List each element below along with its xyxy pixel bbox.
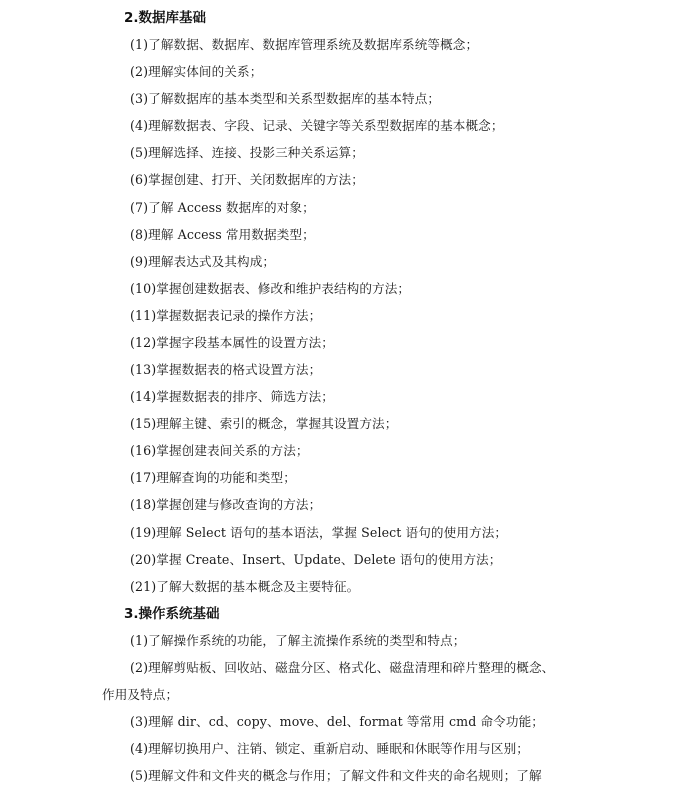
list-item: (6)掌握创建、打开、关闭数据库的方法； <box>130 172 364 187</box>
list-item: (17)理解查询的功能和类型； <box>130 470 296 485</box>
list-item: (5)理解文件和文件夹的概念与作用；了解文件和文件夹的命名规则；了解 <box>130 768 542 783</box>
list-item: (8)理解 Access 常用数据类型； <box>130 227 315 242</box>
list-item-continuation: 作用及特点； <box>102 687 179 702</box>
list-item: (14)掌握数据表的排序、筛选方法； <box>130 389 334 404</box>
list-item: (13)掌握数据表的格式设置方法； <box>130 362 322 377</box>
list-item: (15)理解主键、索引的概念，掌握其设置方法； <box>130 416 398 431</box>
list-item: (2)理解实体间的关系； <box>130 64 263 79</box>
list-item: (16)掌握创建表间关系的方法； <box>130 443 309 458</box>
list-item: (10)掌握创建数据表、修改和维护表结构的方法； <box>130 281 411 296</box>
section-heading-database-basics: 2.数据库基础 <box>124 10 207 26</box>
list-item: (2)理解剪贴板、回收站、磁盘分区、格式化、磁盘清理和碎片整理的概念、 <box>130 660 555 675</box>
list-item: (18)掌握创建与修改查询的方法； <box>130 497 322 512</box>
list-item: (11)掌握数据表记录的操作方法； <box>130 308 322 323</box>
list-item: (5)理解选择、连接、投影三种关系运算； <box>130 145 364 160</box>
list-item: (1)了解数据、数据库、数据库管理系统及数据库系统等概念； <box>130 37 479 52</box>
list-item: (9)理解表达式及其构成； <box>130 254 276 269</box>
list-item: (3)了解数据库的基本类型和关系型数据库的基本特点； <box>130 91 441 106</box>
list-item: (4)理解切换用户、注销、锁定、重新启动、睡眠和休眠等作用与区别； <box>130 741 529 756</box>
list-item: (4)理解数据表、字段、记录、关键字等关系型数据库的基本概念； <box>130 118 504 133</box>
list-item: (12)掌握字段基本属性的设置方法； <box>130 335 334 350</box>
list-item: (7)了解 Access 数据库的对象； <box>130 200 315 215</box>
section-heading-os-basics: 3.操作系统基础 <box>124 606 220 622</box>
list-item: (20)掌握 Create、Insert、Update、Delete 语句的使用方法； <box>130 552 502 567</box>
list-item: (19)理解 Select 语句的基本语法，掌握 Select 语句的使用方法； <box>130 525 508 540</box>
list-item: (1)了解操作系统的功能，了解主流操作系统的类型和特点； <box>130 633 466 648</box>
list-item: (3)理解 dir、cd、copy、move、del、format 等常用 cmd 命令功能； <box>130 714 544 729</box>
list-item: (21)了解大数据的基本概念及主要特征。 <box>130 579 360 594</box>
